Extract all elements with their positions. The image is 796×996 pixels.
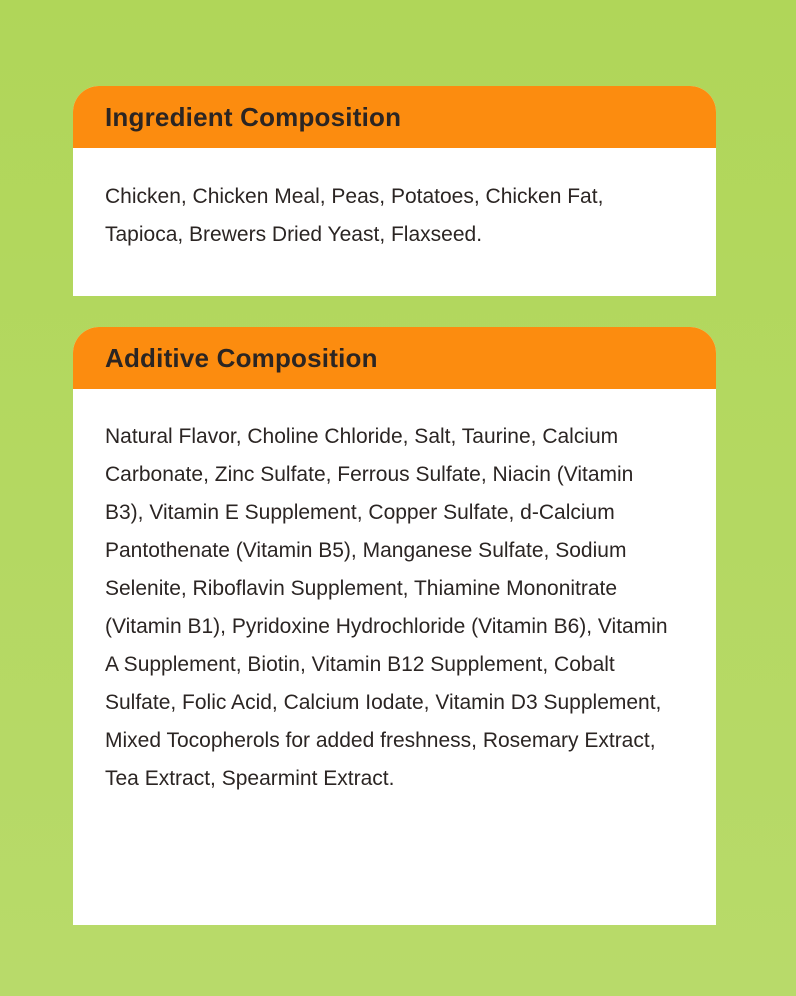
ingredient-composition-title: Ingredient Composition	[105, 101, 402, 132]
ingredient-composition-card	[73, 86, 716, 296]
additive-composition-text: Natural Flavor, Choline Chloride, Salt, Taurine, Calcium Carbonate, Zinc Sulfate, Ferrous Sulfate, Niacin (Vitamin B3), Vitamin E Supplement, Copper Sulfate, d-Calcium Pantothenate (Vitamin B5), Manganese Sulfate, Sodium Selenite, Riboflavin Supplement, Thiamine Mononitrate (Vitamin B1), Pyridoxine Hydrochloride (Vitamin B6), Vitamin A Supplement, Biotin, Vitamin B12 Supplement, Cobalt Sulfate, Folic Acid, Calcium Iodate, Vitamin D3 Supplement, Mixed Tocopherols for added freshness, Rosemary Extract, Tea Extract, Spearmint Extract.	[105, 425, 668, 790]
additive-composition-header	[73, 327, 716, 389]
ingredient-composition-text: Chicken, Chicken Meal, Peas, Potatoes, Chicken Fat, Tapioca, Brewers Dried Yeast, Flaxseed.	[105, 185, 604, 246]
additive-composition-card	[73, 327, 716, 925]
ingredient-composition-header	[73, 86, 716, 148]
additive-composition-title: Additive Composition	[105, 342, 378, 373]
